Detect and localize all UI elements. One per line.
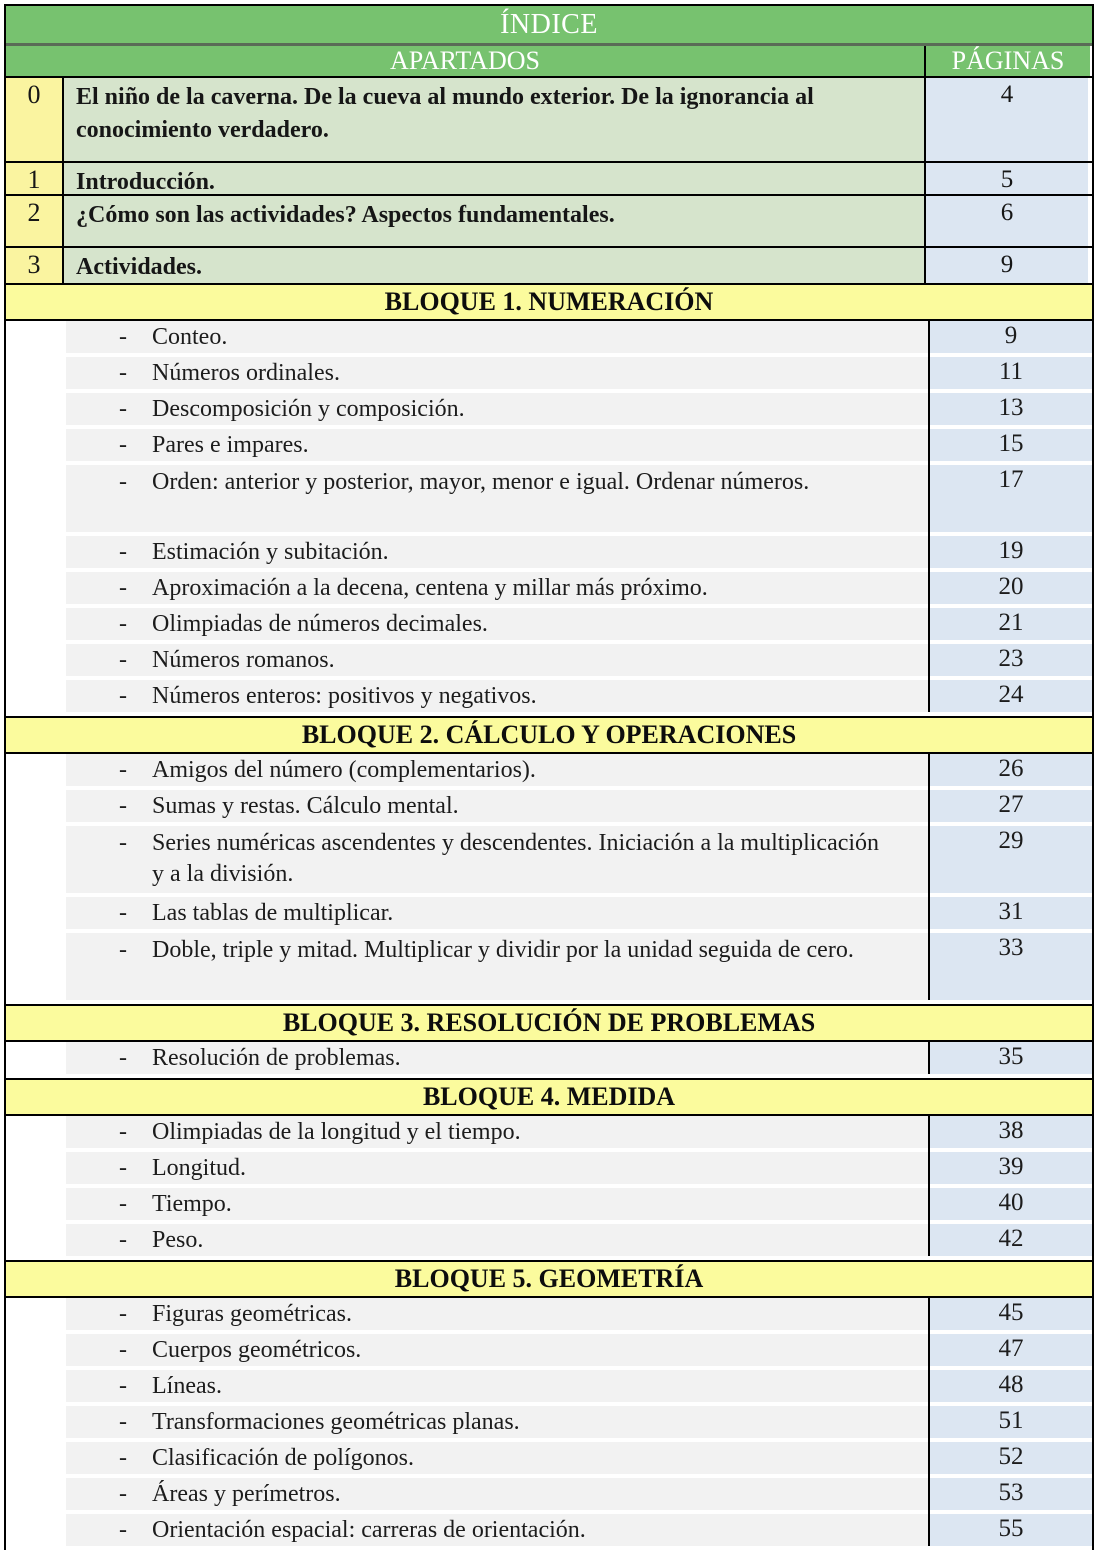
left-spacer <box>6 754 66 786</box>
toc-numbered-row <box>6 248 1092 285</box>
item-page: 11 <box>930 357 1092 389</box>
row-number: 0 <box>6 78 64 161</box>
item-page: 42 <box>930 1224 1092 1256</box>
pages-column-divider <box>928 1116 930 1256</box>
column-header-row <box>6 46 1092 78</box>
item-page: 33 <box>930 933 1092 1000</box>
row-number: 1 <box>6 163 64 194</box>
left-spacer <box>6 897 66 929</box>
item-text: Olimpiadas de la longitud y el tiempo. <box>152 1119 521 1145</box>
dash-bullet: - <box>119 793 127 819</box>
indice-table <box>4 4 1094 1550</box>
dash-bullet: - <box>119 575 127 601</box>
left-spacer <box>6 1298 66 1330</box>
item-text: Áreas y perímetros. <box>152 1481 341 1507</box>
row-page: 5 <box>926 163 1088 194</box>
pages-column-divider <box>928 1042 930 1074</box>
block-items-group <box>6 321 1092 712</box>
column-header-apartados: APARTADOS <box>6 46 926 76</box>
block-header-row <box>6 1078 1092 1116</box>
item-page: 40 <box>930 1188 1092 1220</box>
pages-column-divider <box>928 754 930 1000</box>
pages-column-divider <box>928 1298 930 1546</box>
dash-bullet: - <box>119 1445 127 1471</box>
dash-bullet: - <box>119 1045 127 1071</box>
left-spacer <box>6 465 66 532</box>
item-text: Conteo. <box>152 324 228 350</box>
toc-numbered-row <box>6 163 1092 196</box>
item-page: 20 <box>930 572 1092 604</box>
item-text: Las tablas de multiplicar. <box>152 900 394 926</box>
item-text: Resolución de problemas. <box>152 1045 401 1071</box>
dash-bullet: - <box>119 539 127 565</box>
left-spacer <box>6 1224 66 1256</box>
left-spacer <box>6 1514 66 1546</box>
item-page: 51 <box>930 1406 1092 1438</box>
item-text: Estimación y subitación. <box>152 539 389 565</box>
left-spacer <box>6 826 66 893</box>
block-title: BLOQUE 5. GEOMETRÍA <box>394 1264 704 1293</box>
left-spacer <box>6 321 66 353</box>
item-page: 9 <box>930 321 1092 353</box>
left-spacer <box>6 933 66 1000</box>
dash-bullet: - <box>119 1191 127 1217</box>
block-title: BLOQUE 3. RESOLUCIÓN DE PROBLEMAS <box>282 1008 816 1037</box>
item-page: 21 <box>930 608 1092 640</box>
dash-bullet: - <box>119 469 127 495</box>
dash-bullet: - <box>119 1481 127 1507</box>
toc-numbered-row <box>6 196 1092 248</box>
dash-bullet: - <box>119 900 127 926</box>
item-text: Aproximación a la decena, centena y millar más próximo. <box>152 575 708 601</box>
block-header-row <box>6 1004 1092 1042</box>
dash-bullet: - <box>119 396 127 422</box>
block-items-group <box>6 1298 1092 1546</box>
row-page: 6 <box>926 196 1088 246</box>
dash-bullet: - <box>119 683 127 709</box>
item-page: 27 <box>930 790 1092 822</box>
dash-bullet: - <box>119 1517 127 1543</box>
item-text: Transformaciones geométricas planas. <box>152 1409 520 1435</box>
item-page: 24 <box>930 680 1092 712</box>
dash-bullet: - <box>119 324 127 350</box>
dash-bullet: - <box>119 432 127 458</box>
row-text: Introducción. <box>64 163 926 194</box>
dash-bullet: - <box>119 757 127 783</box>
item-text: Figuras geométricas. <box>152 1301 352 1327</box>
pages-column-divider <box>928 321 930 712</box>
item-text: Orden: anterior y posterior, mayor, menor e igual. Ordenar números. <box>152 469 810 495</box>
toc-rows-container <box>6 78 1092 1546</box>
item-page: 19 <box>930 536 1092 568</box>
item-text: Olimpiadas de números decimales. <box>152 611 488 637</box>
block-header-row <box>6 716 1092 754</box>
item-page: 48 <box>930 1370 1092 1402</box>
left-spacer <box>6 357 66 389</box>
left-spacer <box>6 536 66 568</box>
block-header-row <box>6 1260 1092 1298</box>
dash-bullet: - <box>119 1119 127 1145</box>
item-text: Pares e impares. <box>152 432 309 458</box>
toc-numbered-row <box>6 78 1092 163</box>
item-page: 26 <box>930 754 1092 786</box>
item-page: 23 <box>930 644 1092 676</box>
item-page: 45 <box>930 1298 1092 1330</box>
row-number: 3 <box>6 248 64 283</box>
item-text: Tiempo. <box>152 1191 232 1217</box>
dash-bullet: - <box>119 1301 127 1327</box>
dash-bullet: - <box>119 1409 127 1435</box>
item-page: 38 <box>930 1116 1092 1148</box>
row-page: 9 <box>926 248 1088 283</box>
left-spacer <box>6 393 66 425</box>
item-text: Longitud. <box>152 1155 246 1181</box>
item-page: 55 <box>930 1514 1092 1546</box>
item-text: Números enteros: positivos y negativos. <box>152 683 537 709</box>
dash-bullet: - <box>119 1227 127 1253</box>
block-title: BLOQUE 4. MEDIDA <box>422 1082 676 1111</box>
block-title: BLOQUE 1. NUMERACIÓN <box>384 287 714 316</box>
block-items-group <box>6 1042 1092 1074</box>
dash-bullet: - <box>119 830 127 856</box>
item-text: Orientación espacial: carreras de orientación. <box>152 1517 586 1543</box>
block-title: BLOQUE 2. CÁLCULO Y OPERACIONES <box>301 720 797 749</box>
left-spacer <box>6 1406 66 1438</box>
row-page: 4 <box>926 78 1088 161</box>
left-spacer <box>6 644 66 676</box>
left-spacer <box>6 1478 66 1510</box>
left-spacer <box>6 1334 66 1366</box>
item-text: Clasificación de polígonos. <box>152 1445 414 1471</box>
item-text: Peso. <box>152 1227 204 1253</box>
block-header-row <box>6 285 1092 321</box>
row-text: El niño de la caverna. De la cueva al mundo exterior. De la ignorancia al conocimiento verdadero. <box>64 78 926 161</box>
left-spacer <box>6 1042 66 1074</box>
item-text: Descomposición y composición. <box>152 396 465 422</box>
item-text: Series numéricas ascendentes y descendentes. Iniciación a la multiplicación y a la división. <box>152 830 880 887</box>
dash-bullet: - <box>119 1373 127 1399</box>
item-page: 29 <box>930 826 1092 893</box>
dash-bullet: - <box>119 611 127 637</box>
dash-bullet: - <box>119 937 127 963</box>
left-spacer <box>6 429 66 461</box>
item-text: Números romanos. <box>152 647 335 673</box>
block-items-group <box>6 1116 1092 1256</box>
left-spacer <box>6 1442 66 1474</box>
left-spacer <box>6 608 66 640</box>
dash-bullet: - <box>119 1155 127 1181</box>
item-text: Números ordinales. <box>152 360 340 386</box>
item-page: 35 <box>930 1042 1092 1074</box>
dash-bullet: - <box>119 1337 127 1363</box>
item-text: Amigos del número (complementarios). <box>152 757 536 783</box>
page-title: ÍNDICE <box>500 8 598 40</box>
left-spacer <box>6 572 66 604</box>
item-page: 47 <box>930 1334 1092 1366</box>
block-items-group <box>6 754 1092 1000</box>
left-spacer <box>6 1370 66 1402</box>
left-spacer <box>6 1152 66 1184</box>
item-page: 39 <box>930 1152 1092 1184</box>
row-text: Actividades. <box>64 248 926 283</box>
left-spacer <box>6 1116 66 1148</box>
item-text: Doble, triple y mitad. Multiplicar y dividir por la unidad seguida de cero. <box>152 937 854 963</box>
left-spacer <box>6 1188 66 1220</box>
item-text: Líneas. <box>152 1373 222 1399</box>
dash-bullet: - <box>119 360 127 386</box>
column-header-paginas: PÁGINAS <box>926 46 1090 76</box>
item-page: 53 <box>930 1478 1092 1510</box>
left-spacer <box>6 680 66 712</box>
dash-bullet: - <box>119 647 127 673</box>
item-text: Sumas y restas. Cálculo mental. <box>152 793 459 819</box>
item-page: 31 <box>930 897 1092 929</box>
item-page: 15 <box>930 429 1092 461</box>
item-page: 13 <box>930 393 1092 425</box>
row-number: 2 <box>6 196 64 246</box>
row-text: ¿Cómo son las actividades? Aspectos fundamentales. <box>64 196 926 246</box>
table-title-row <box>6 6 1092 46</box>
item-text: Cuerpos geométricos. <box>152 1337 362 1363</box>
item-page: 17 <box>930 465 1092 532</box>
item-page: 52 <box>930 1442 1092 1474</box>
left-spacer <box>6 790 66 822</box>
